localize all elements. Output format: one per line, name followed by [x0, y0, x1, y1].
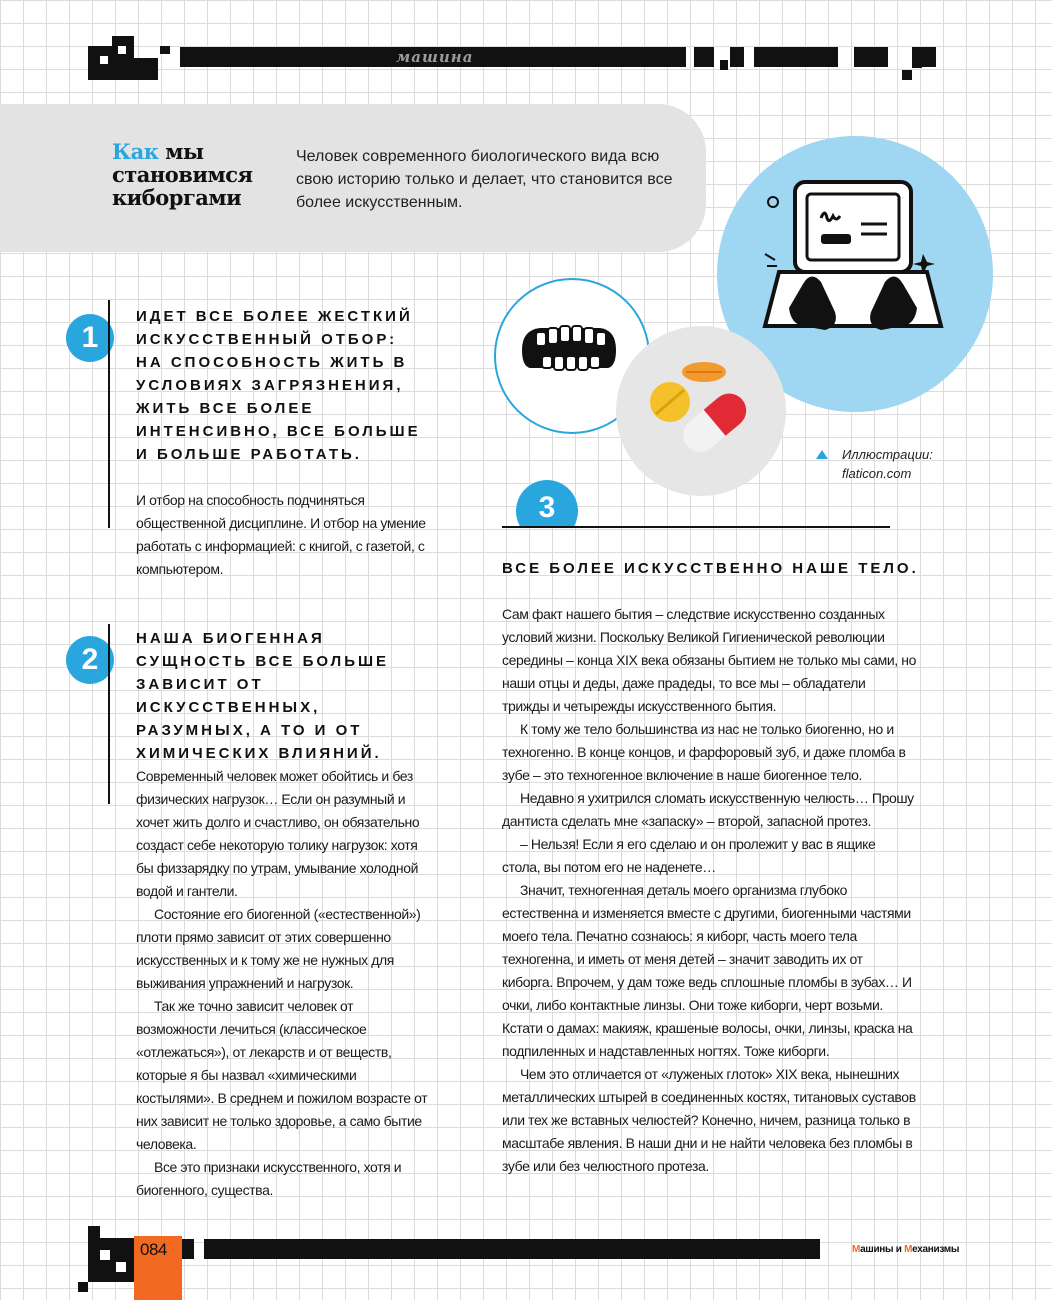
point-3-paragraph: К тому же тело большинства из нас не только биогенно, но и техногенно. В конце концов, и фарфоровый зуб, и даже пломба в зубе – это техногенное включение в наше биогенное тело.	[502, 721, 906, 783]
point-3-badge: 3	[516, 480, 578, 526]
title-accent: Как	[112, 139, 159, 164]
pills-illustration	[616, 326, 786, 496]
magazine-word: еханизмы	[912, 1244, 960, 1255]
point-2-rule	[108, 624, 110, 804]
credit-label: Иллюстрации:	[842, 447, 933, 462]
title-rest: мы становимся киборгами	[112, 139, 253, 210]
point-3-paragraph: Значит, техногенная деталь моего организма глубоко естественна и изменяется вместе с другими, биогенными частями моего тела. Печатно сознаюсь: я киборг, часть моего тела техногенна, и иметь от меня детей – значит заводить их от киборга. Впрочем, у дам тоже ведь сплошные пломбы в зубах… И очки, либо контактные линзы. Они тоже киборги, черт возьми. Кстати о дамах: макияж, крашеные волосы, очки, линзы, краска на подпиленных и надставленных ногтях. Тоже киборги.	[502, 882, 913, 1059]
point-3-body	[502, 603, 916, 1178]
point-1-thesis: ИДЕТ ВСЕ БОЛЕЕ ЖЕСТКИЙ ИСКУССТВЕННЫЙ ОТБОР: НА СПОСОБНОСТЬ ЖИТЬ В УСЛОВИЯХ ЗАГРЯЗНЕНИЯ, ЖИТЬ ВСЕ БОЛЕЕ ИНТЕНСИВНО, ВСЕ БОЛЬШЕ И БОЛЬШЕ РАБОТАТЬ.	[136, 308, 421, 463]
magazine-letter: М	[904, 1244, 913, 1255]
credit-source: flaticon.com	[842, 466, 912, 481]
point-3-paragraph: Сам факт нашего бытия – следствие искусственно созданных условий жизни. Поскольку Великой Гигиенической революции середины – конца XIX века обязаны бытием не только мы сами, но наши отцы и деды, даже прадеды, то все мы – обладатели трижды и четырежды искусственного бытия.	[502, 606, 916, 714]
lead-paragraph: Человек современного биологического вида всю свою историю только и делает, что становится все более искусственным.	[296, 148, 673, 211]
section-label: машина	[396, 48, 474, 66]
point-1-badge: 1	[66, 314, 114, 362]
point-1-paragraph: И отбор на способность подчиняться общественной дисциплине. И отбор на умение работать с информацией: с книгой, с газетой, с компьютером.	[136, 492, 426, 577]
point-3-rule	[502, 526, 890, 528]
point-3-thesis: ВСЕ БОЛЕЕ ИСКУССТВЕННО НАШЕ ТЕЛО.	[502, 560, 919, 577]
article-title	[112, 140, 282, 209]
point-2-paragraph: Современный человек может обойтись и без физических нагрузок… Если он разумный и хочет жить долго и счастливо, он обязательно создаст себе некоторую толику нагрузок: хотя бы физзарядку по утрам, умывание холодной водой и гантели.	[136, 768, 420, 899]
magazine-letter: М	[852, 1244, 861, 1255]
point-3-paragraph: Недавно я ухитрился сломать искусственную челюсть… Прошу дантиста сделать мне «запаску» – второй, запасной протез.	[502, 790, 914, 829]
point-3-badge-wrap	[516, 480, 578, 526]
point-3-paragraph: Чем это отличается от «луженых глоток» XIX века, нынешних металлических штырей в соединенных костях, титановых суставов или тех же вставных челюстей? Конечно, ничем, разница только в масштабе явления. В наши дни и не найти человека без пломбы в зубе или без челюстного протеза.	[502, 1066, 916, 1174]
point-2-paragraph: Состояние его биогенной («естественной») плоти прямо зависит от этих совершенно искусственных и к тому же не нужных для выживания упражнений и нагрузок.	[136, 906, 421, 991]
magazine-word: ашины и	[860, 1244, 905, 1255]
credit-triangle-icon	[816, 450, 828, 459]
pills-icon	[616, 326, 786, 496]
point-2-body	[136, 765, 434, 1202]
page-number: 084	[140, 1240, 167, 1259]
point-2-paragraph: Так же точно зависит человек от возможности лечиться (классическое «отлежаться»), от лекарств и от веществ, которые я бы назвал «химическими костылями». В среднем и пожилом возрасте от них зависит не только здоровье, а само бытие человека.	[136, 998, 428, 1152]
magazine-name	[852, 1244, 959, 1255]
point-3-paragraph: – Нельзя! Если я его сделаю и он пролежит у вас в ящике стола, вы потом его не наденете…	[502, 836, 876, 875]
illustration-credit	[842, 445, 933, 483]
point-2-badge: 2	[66, 636, 114, 684]
point-1-body	[136, 489, 430, 581]
point-2-paragraph: Все это признаки искусственного, хотя и биогенного, существа.	[136, 1159, 402, 1198]
point-1-rule	[108, 300, 110, 528]
point-2-thesis: НАША БИОГЕННАЯ СУЩНОСТЬ ВСЕ БОЛЬШЕ ЗАВИСИТ ОТ ИСКУССТВЕННЫХ, РАЗУМНЫХ, А ТО И ОТ ХИМИЧЕСКИХ ВЛИЯНИЙ.	[136, 630, 390, 762]
